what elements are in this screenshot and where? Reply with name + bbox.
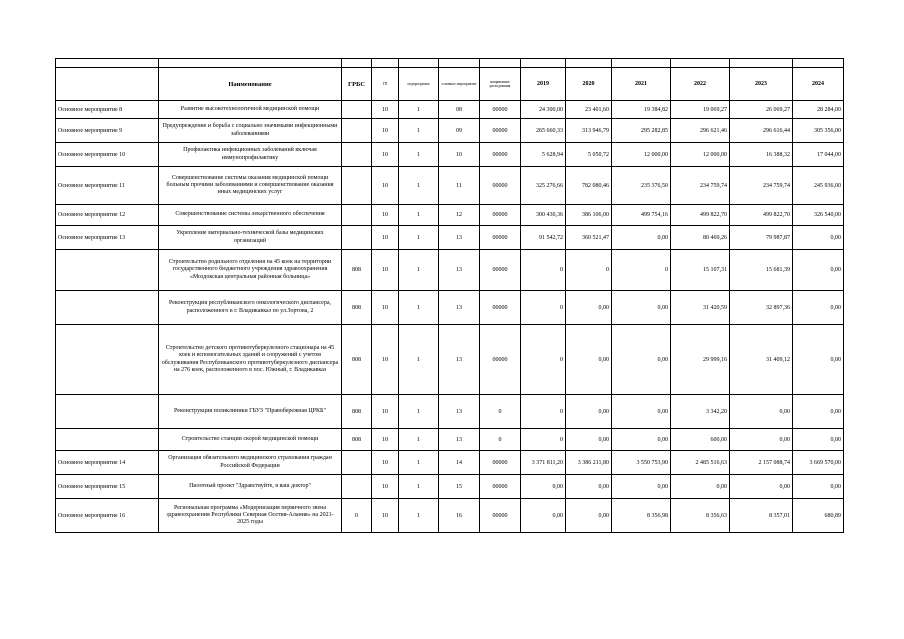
row-value-year: 0,00 bbox=[793, 429, 844, 451]
row-grbs bbox=[342, 451, 372, 475]
header-name: Наименование bbox=[159, 68, 342, 101]
row-value-year: 3 371 811,20 bbox=[521, 451, 566, 475]
row-grbs: 808 bbox=[342, 291, 372, 325]
row-gp: 10 bbox=[372, 101, 399, 119]
row-value-year: 0,00 bbox=[566, 291, 612, 325]
row-gp: 10 bbox=[372, 499, 399, 533]
table-row bbox=[56, 119, 844, 143]
row-value-year: 5 050,72 bbox=[566, 143, 612, 167]
row-gp: 10 bbox=[372, 119, 399, 143]
row-value-year: 0,00 bbox=[566, 325, 612, 395]
row-direction: 00000 bbox=[480, 101, 521, 119]
row-value-year: 0,00 bbox=[566, 429, 612, 451]
row-value-year: 234 759,74 bbox=[730, 167, 793, 205]
row-gp: 10 bbox=[372, 143, 399, 167]
row-value-year: 0,00 bbox=[730, 429, 793, 451]
row-value-year: 0,00 bbox=[793, 291, 844, 325]
row-value-year: 0,00 bbox=[612, 395, 671, 429]
row-main-event: 13 bbox=[439, 226, 480, 250]
table-row bbox=[56, 143, 844, 167]
row-value-year: 0,00 bbox=[612, 291, 671, 325]
header-gp: ГП bbox=[372, 68, 399, 101]
row-value-year: 2 485 516,63 bbox=[671, 451, 730, 475]
row-value-year: 12 000,00 bbox=[612, 143, 671, 167]
row-value-year: 0,00 bbox=[793, 226, 844, 250]
row-label bbox=[56, 395, 159, 429]
row-main-event: 13 bbox=[439, 325, 480, 395]
row-value-year: 29 999,16 bbox=[671, 325, 730, 395]
row-main-event: 13 bbox=[439, 429, 480, 451]
row-value-year: 15 107,31 bbox=[671, 250, 730, 291]
header-spacer-row bbox=[56, 59, 844, 68]
table-row bbox=[56, 250, 844, 291]
row-value-year: 2 157 088,74 bbox=[730, 451, 793, 475]
row-name: Строительство станции скорой медицинской помощи bbox=[159, 429, 342, 451]
table-row bbox=[56, 451, 844, 475]
row-value-year: 16 388,32 bbox=[730, 143, 793, 167]
row-main-event: 13 bbox=[439, 395, 480, 429]
row-value-year: 0,00 bbox=[612, 226, 671, 250]
header-empty-cell bbox=[159, 59, 342, 68]
row-value-year: 300 430,36 bbox=[521, 205, 566, 226]
table-row bbox=[56, 429, 844, 451]
row-main-event: 08 bbox=[439, 101, 480, 119]
header-empty-cell bbox=[399, 59, 439, 68]
row-value-year: 28 284,00 bbox=[793, 101, 844, 119]
row-subprogram: 1 bbox=[399, 395, 439, 429]
row-value-year: 23 401,60 bbox=[566, 101, 612, 119]
header-empty-cell bbox=[671, 59, 730, 68]
row-value-year: 0,00 bbox=[566, 499, 612, 533]
row-name: Реконструкция поликлиники ГБУЗ "Правобережная ЦРКБ" bbox=[159, 395, 342, 429]
row-gp: 10 bbox=[372, 291, 399, 325]
row-value-year: 360 521,47 bbox=[566, 226, 612, 250]
row-value-year: 326 540,00 bbox=[793, 205, 844, 226]
row-label bbox=[56, 429, 159, 451]
row-name: Региональная программа «Модернизация первичного звена здравоохранения Республики Северная Осетия-Алания» на 2021-2025 годы bbox=[159, 499, 342, 533]
row-subprogram: 1 bbox=[399, 119, 439, 143]
row-value-year: 325 276,66 bbox=[521, 167, 566, 205]
row-main-event: 12 bbox=[439, 205, 480, 226]
table-row bbox=[56, 226, 844, 250]
header-empty-cell bbox=[439, 59, 480, 68]
row-value-year: 17 044,00 bbox=[793, 143, 844, 167]
row-value-year: 0,00 bbox=[521, 499, 566, 533]
row-gp: 10 bbox=[372, 395, 399, 429]
row-main-event: 13 bbox=[439, 291, 480, 325]
row-gp: 10 bbox=[372, 325, 399, 395]
row-label: Основное мероприятие 12 bbox=[56, 205, 159, 226]
row-value-year: 296 621,46 bbox=[671, 119, 730, 143]
row-value-year: 499 822,70 bbox=[730, 205, 793, 226]
row-value-year: 8 356,63 bbox=[671, 499, 730, 533]
table-row bbox=[56, 499, 844, 533]
row-main-event: 16 bbox=[439, 499, 480, 533]
header-year: 2021 bbox=[612, 68, 671, 101]
row-grbs bbox=[342, 205, 372, 226]
header-year: 2023 bbox=[730, 68, 793, 101]
header-empty-cell bbox=[793, 59, 844, 68]
row-value-year: 3 386 211,80 bbox=[566, 451, 612, 475]
row-gp: 10 bbox=[372, 429, 399, 451]
row-value-year: 91 542,72 bbox=[521, 226, 566, 250]
header-label-cell bbox=[56, 68, 159, 101]
row-subprogram: 1 bbox=[399, 167, 439, 205]
table-row bbox=[56, 101, 844, 119]
row-gp: 10 bbox=[372, 250, 399, 291]
row-value-year: 0,00 bbox=[566, 475, 612, 499]
row-label: Основное мероприятие 9 bbox=[56, 119, 159, 143]
row-gp: 10 bbox=[372, 226, 399, 250]
row-value-year: 0 bbox=[521, 250, 566, 291]
table-row bbox=[56, 475, 844, 499]
row-subprogram: 1 bbox=[399, 451, 439, 475]
table-header bbox=[56, 59, 844, 101]
row-value-year: 245 936,00 bbox=[793, 167, 844, 205]
header-empty-cell bbox=[521, 59, 566, 68]
row-main-event: 09 bbox=[439, 119, 480, 143]
row-grbs: 808 bbox=[342, 325, 372, 395]
row-value-year: 0 bbox=[612, 250, 671, 291]
row-direction: 00000 bbox=[480, 499, 521, 533]
row-grbs: 808 bbox=[342, 429, 372, 451]
header-year: 2019 bbox=[521, 68, 566, 101]
header-year: 2024 bbox=[793, 68, 844, 101]
row-subprogram: 1 bbox=[399, 205, 439, 226]
row-direction: 0 bbox=[480, 395, 521, 429]
row-value-year: 0,00 bbox=[793, 475, 844, 499]
row-grbs bbox=[342, 475, 372, 499]
row-value-year: 0,00 bbox=[730, 475, 793, 499]
row-value-year: 295 282,85 bbox=[612, 119, 671, 143]
row-direction: 00000 bbox=[480, 205, 521, 226]
row-grbs bbox=[342, 119, 372, 143]
row-gp: 10 bbox=[372, 451, 399, 475]
row-label bbox=[56, 250, 159, 291]
row-value-year: 3 669 570,00 bbox=[793, 451, 844, 475]
header-empty-cell bbox=[566, 59, 612, 68]
row-main-event: 13 bbox=[439, 250, 480, 291]
row-direction: 00000 bbox=[480, 291, 521, 325]
table-body bbox=[56, 101, 844, 533]
row-label: Основное мероприятие 14 bbox=[56, 451, 159, 475]
row-value-year: 0,00 bbox=[793, 325, 844, 395]
row-value-year: 0,00 bbox=[793, 395, 844, 429]
row-subprogram: 1 bbox=[399, 101, 439, 119]
row-value-year: 12 000,00 bbox=[671, 143, 730, 167]
row-grbs: 808 bbox=[342, 250, 372, 291]
row-name: Укрепление материально-технической базы медицинских организаций bbox=[159, 226, 342, 250]
table-row bbox=[56, 395, 844, 429]
row-value-year: 80 469,26 bbox=[671, 226, 730, 250]
row-label bbox=[56, 325, 159, 395]
row-value-year: 0,00 bbox=[793, 250, 844, 291]
row-value-year: 15 681,39 bbox=[730, 250, 793, 291]
row-value-year: 0 bbox=[521, 395, 566, 429]
row-subprogram: 1 bbox=[399, 226, 439, 250]
row-name: Совершенствование системы оказания медицинской помощи больным прочими заболеваниями и совершенствование оказания иных медицинских услуг bbox=[159, 167, 342, 205]
row-name: Строительство родильного отделения на 45 коек на территории государственного бюджетного учреждения здравоохранения «Моздокская центральная районная больница» bbox=[159, 250, 342, 291]
row-value-year: 24 300,00 bbox=[521, 101, 566, 119]
header-direction: направление расходования bbox=[480, 68, 521, 101]
row-label: Основное мероприятие 15 bbox=[56, 475, 159, 499]
header-grbs: ГРБС bbox=[342, 68, 372, 101]
row-gp: 10 bbox=[372, 205, 399, 226]
row-name: Профилактика инфекционных заболеваний включая иммунопрофилактику bbox=[159, 143, 342, 167]
header-empty-cell bbox=[372, 59, 399, 68]
row-value-year: 0 bbox=[521, 291, 566, 325]
row-value-year: 5 628,94 bbox=[521, 143, 566, 167]
row-value-year: 0,00 bbox=[612, 475, 671, 499]
row-value-year: 680,89 bbox=[793, 499, 844, 533]
row-value-year: 313 946,79 bbox=[566, 119, 612, 143]
row-value-year: 3 342,20 bbox=[671, 395, 730, 429]
header-empty-cell bbox=[612, 59, 671, 68]
row-label: Основное мероприятие 8 bbox=[56, 101, 159, 119]
header-year: 2020 bbox=[566, 68, 612, 101]
row-name: Реконструкция республиканского онкологического диспансера, расположенного в г. Владикавказ по ул.Зортова, 2 bbox=[159, 291, 342, 325]
row-value-year: 265 660,33 bbox=[521, 119, 566, 143]
header-subprogram: подпрограмма bbox=[399, 68, 439, 101]
row-grbs: 808 bbox=[342, 395, 372, 429]
header-empty-cell bbox=[342, 59, 372, 68]
row-value-year: 31 420,59 bbox=[671, 291, 730, 325]
row-name: Предупреждение и борьба с социально значимыми инфекционными заболеваниями bbox=[159, 119, 342, 143]
row-direction: 0 bbox=[480, 429, 521, 451]
row-value-year: 499 754,16 bbox=[612, 205, 671, 226]
row-value-year: 8 357,01 bbox=[730, 499, 793, 533]
row-value-year: 0,00 bbox=[671, 475, 730, 499]
row-value-year: 8 356,98 bbox=[612, 499, 671, 533]
budget-table bbox=[55, 58, 844, 533]
row-grbs bbox=[342, 143, 372, 167]
table-row bbox=[56, 167, 844, 205]
row-direction: 00000 bbox=[480, 325, 521, 395]
row-name: Строительство детского противотуберкулезного стационара на 45 коек и вспомогательных зданий и сооружений с учетом обслуживания Республиканского противотуберкулезного диспансера на 276 коек, расположенного в пос. Южный, г. Владикавказ bbox=[159, 325, 342, 395]
row-direction: 00000 bbox=[480, 143, 521, 167]
row-value-year: 0 bbox=[521, 325, 566, 395]
row-value-year: 0 bbox=[566, 250, 612, 291]
row-value-year: 499 822,70 bbox=[671, 205, 730, 226]
table-row bbox=[56, 325, 844, 395]
row-direction: 00000 bbox=[480, 451, 521, 475]
row-value-year: 32 897,36 bbox=[730, 291, 793, 325]
row-value-year: 296 616,44 bbox=[730, 119, 793, 143]
row-subprogram: 1 bbox=[399, 475, 439, 499]
row-value-year: 782 080,46 bbox=[566, 167, 612, 205]
row-grbs bbox=[342, 167, 372, 205]
row-direction: 00000 bbox=[480, 250, 521, 291]
header-row bbox=[56, 68, 844, 101]
row-grbs: 0 bbox=[342, 499, 372, 533]
row-value-year: 19 069,27 bbox=[671, 101, 730, 119]
header-empty-cell bbox=[480, 59, 521, 68]
row-value-year: 305 356,00 bbox=[793, 119, 844, 143]
row-label bbox=[56, 291, 159, 325]
row-subprogram: 1 bbox=[399, 429, 439, 451]
row-value-year: 235 376,50 bbox=[612, 167, 671, 205]
row-direction: 00000 bbox=[480, 119, 521, 143]
row-grbs bbox=[342, 101, 372, 119]
row-label: Основное мероприятие 13 bbox=[56, 226, 159, 250]
row-value-year: 0,00 bbox=[566, 395, 612, 429]
row-name: Пилотный проект "Здравствуйте, я ваш доктор" bbox=[159, 475, 342, 499]
row-value-year: 0,00 bbox=[612, 325, 671, 395]
row-subprogram: 1 bbox=[399, 250, 439, 291]
row-main-event: 10 bbox=[439, 143, 480, 167]
row-value-year: 386 106,00 bbox=[566, 205, 612, 226]
row-subprogram: 1 bbox=[399, 325, 439, 395]
row-value-year: 79 987,87 bbox=[730, 226, 793, 250]
header-empty-cell bbox=[730, 59, 793, 68]
header-empty-cell bbox=[56, 59, 159, 68]
row-value-year: 26 069,27 bbox=[730, 101, 793, 119]
row-subprogram: 1 bbox=[399, 499, 439, 533]
row-gp: 10 bbox=[372, 475, 399, 499]
row-label: Основное мероприятие 10 bbox=[56, 143, 159, 167]
row-grbs bbox=[342, 226, 372, 250]
row-gp: 10 bbox=[372, 167, 399, 205]
row-direction: 00000 bbox=[480, 226, 521, 250]
row-name: Развитие высокотехнологичной медицинской помощи bbox=[159, 101, 342, 119]
row-value-year: 234 759,74 bbox=[671, 167, 730, 205]
row-main-event: 14 bbox=[439, 451, 480, 475]
header-year: 2022 bbox=[671, 68, 730, 101]
row-value-year: 3 550 753,90 bbox=[612, 451, 671, 475]
row-value-year: 19 384,82 bbox=[612, 101, 671, 119]
row-main-event: 11 bbox=[439, 167, 480, 205]
row-name: Совершенствование системы лекарственного обеспечения bbox=[159, 205, 342, 226]
row-label: Основное мероприятие 11 bbox=[56, 167, 159, 205]
row-subprogram: 1 bbox=[399, 143, 439, 167]
row-direction: 00000 bbox=[480, 475, 521, 499]
row-value-year: 0,00 bbox=[730, 395, 793, 429]
row-value-year: 0 bbox=[521, 429, 566, 451]
row-name: Организация обязательного медицинского страхования граждан Российской Федерации bbox=[159, 451, 342, 475]
table-row bbox=[56, 205, 844, 226]
row-main-event: 15 bbox=[439, 475, 480, 499]
row-direction: 00000 bbox=[480, 167, 521, 205]
header-main-event: основное мероприятие bbox=[439, 68, 480, 101]
row-subprogram: 1 bbox=[399, 291, 439, 325]
table-row bbox=[56, 291, 844, 325]
row-value-year: 0,00 bbox=[612, 429, 671, 451]
row-label: Основное мероприятие 16 bbox=[56, 499, 159, 533]
row-value-year: 31 409,12 bbox=[730, 325, 793, 395]
row-value-year: 600,00 bbox=[671, 429, 730, 451]
row-value-year: 0,00 bbox=[521, 475, 566, 499]
